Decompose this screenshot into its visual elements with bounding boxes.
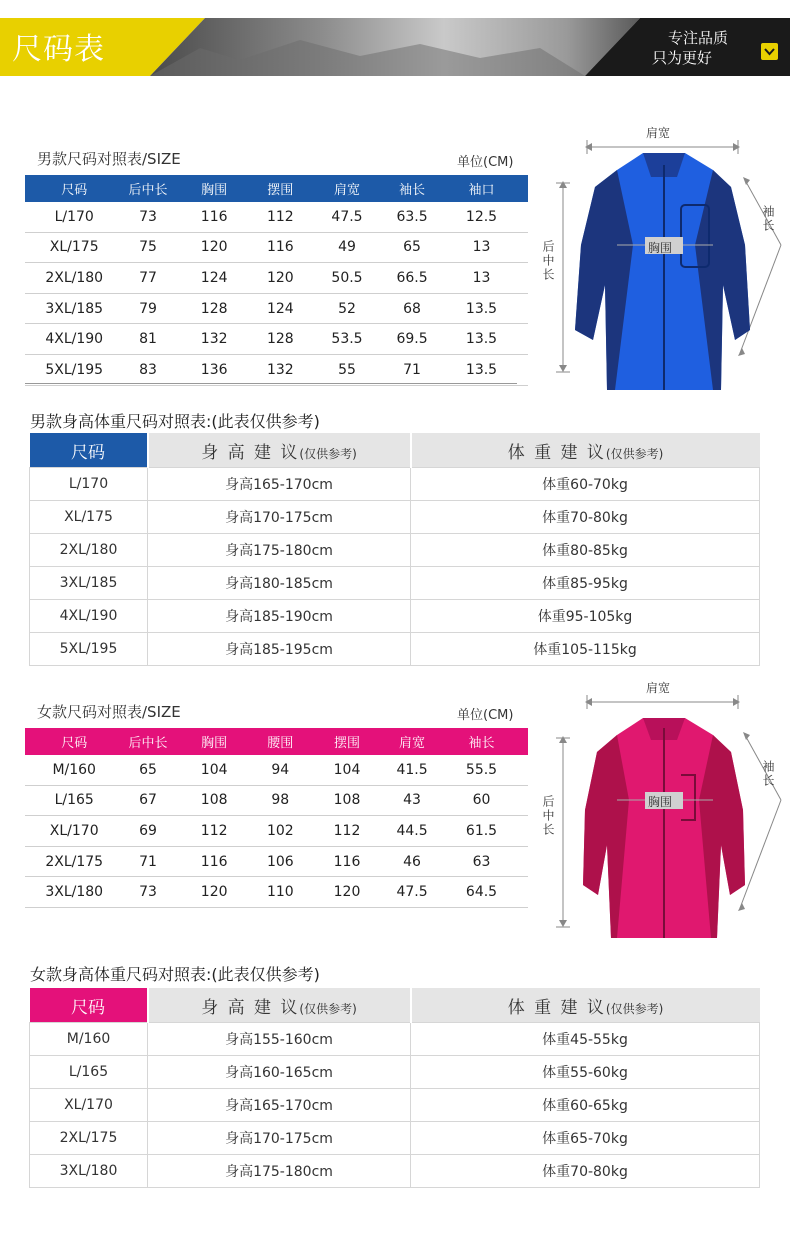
table-cell: 55.5	[435, 755, 528, 785]
column-header: 袖长	[468, 736, 495, 751]
table-cell: M/160	[25, 755, 123, 785]
table-cell: 身高185-190cm	[148, 600, 411, 633]
table-row	[25, 263, 528, 294]
table-cell: 47.5	[389, 877, 435, 908]
table-row	[25, 232, 528, 263]
table-cell: 120	[256, 263, 305, 294]
table-cell: 身高180-185cm	[148, 567, 411, 600]
table-cell: XL/170	[30, 1089, 148, 1122]
women-size-title: 女款尺码对照表/SIZE	[37, 703, 181, 721]
men-hw-table	[29, 433, 760, 666]
table-cell: 110	[256, 877, 305, 908]
table-cell: 98	[256, 785, 305, 816]
table-row	[30, 1122, 760, 1155]
table-cell: 体重60-70kg	[411, 468, 760, 501]
table-cell: 124	[256, 293, 305, 324]
table-cell: 身高175-180cm	[148, 1155, 411, 1188]
table-cell: 136	[173, 354, 256, 385]
table-cell: 120	[173, 877, 256, 908]
table-cell: 体重95-105kg	[411, 600, 760, 633]
table-row	[25, 293, 528, 324]
table-cell: 64.5	[435, 877, 528, 908]
table-cell: 132	[173, 324, 256, 355]
table-cell: 5XL/195	[30, 633, 148, 666]
table-cell: 体重65-70kg	[411, 1122, 760, 1155]
table-cell: 71	[123, 846, 172, 877]
table-cell: 73	[123, 202, 172, 232]
table-cell: 94	[256, 755, 305, 785]
table-cell: 112	[173, 816, 256, 847]
women-back-length-label: 后中长	[541, 795, 555, 837]
table-cell: 61.5	[435, 816, 528, 847]
table-cell: 41.5	[389, 755, 435, 785]
header-size: 尺码	[30, 433, 148, 468]
table-cell: 65	[389, 232, 435, 263]
table-cell: 79	[123, 293, 172, 324]
table-cell: 12.5	[435, 202, 528, 232]
table-cell: 83	[123, 354, 172, 385]
table-cell: 44.5	[389, 816, 435, 847]
table-cell: 4XL/190	[30, 600, 148, 633]
table-cell: 47.5	[305, 202, 389, 232]
table-row	[30, 534, 760, 567]
table-row	[30, 567, 760, 600]
table-cell: 128	[256, 324, 305, 355]
column-header: 后中长	[128, 736, 168, 751]
table-row	[30, 501, 760, 534]
table-cell: 63	[435, 846, 528, 877]
table-row	[25, 324, 528, 355]
women-jacket-diagram	[545, 680, 790, 940]
table-cell: XL/175	[30, 501, 148, 534]
table-cell: 49	[305, 232, 389, 263]
table-cell: 体重70-80kg	[411, 501, 760, 534]
table-cell: 4XL/190	[25, 324, 123, 355]
table-cell: L/170	[30, 468, 148, 501]
table-row	[30, 1023, 760, 1056]
table-cell: XL/170	[25, 816, 123, 847]
table-cell: 106	[256, 846, 305, 877]
table-cell: L/165	[25, 785, 123, 816]
table-cell: 身高175-180cm	[148, 534, 411, 567]
table-cell: XL/175	[25, 232, 123, 263]
table-row	[25, 755, 528, 785]
column-header: 后中长	[128, 183, 168, 198]
table-cell: 46	[389, 846, 435, 877]
table-cell: 55	[305, 354, 389, 385]
column-header: 腰围	[267, 736, 294, 751]
table-cell: 身高165-170cm	[148, 1089, 411, 1122]
table-cell: 53.5	[305, 324, 389, 355]
banner-slogan-line2: 只为更好	[652, 49, 713, 67]
table-row	[30, 633, 760, 666]
women-size-unit: 单位(CM)	[457, 708, 514, 723]
table-cell: 3XL/185	[30, 567, 148, 600]
table-cell: 13	[435, 232, 528, 263]
table-cell: 108	[173, 785, 256, 816]
table-cell: 2XL/180	[25, 263, 123, 294]
women-hw-table	[29, 988, 760, 1188]
table-header-row	[25, 175, 528, 202]
header-weight: 体 重 建 议(仅供参考)	[411, 988, 760, 1023]
men-chest-label: 胸围	[648, 241, 673, 255]
table-cell: 体重60-65kg	[411, 1089, 760, 1122]
column-header: 袖口	[468, 183, 495, 198]
table-cell: 43	[389, 785, 435, 816]
table-cell: 116	[305, 846, 389, 877]
column-header: 摆围	[267, 183, 294, 198]
table-cell: 128	[173, 293, 256, 324]
table-cell: 104	[173, 755, 256, 785]
table-cell: 13.5	[435, 324, 528, 355]
table-cell: 13	[435, 263, 528, 294]
banner-slogan-line1: 专注品质	[668, 29, 729, 47]
men-size-unit: 单位(CM)	[457, 155, 514, 170]
table-row	[30, 1056, 760, 1089]
table-cell: 69	[123, 816, 172, 847]
header-weight: 体 重 建 议(仅供参考)	[411, 433, 760, 468]
table-cell: 132	[256, 354, 305, 385]
table-cell: 体重70-80kg	[411, 1155, 760, 1188]
table-cell: 13.5	[435, 354, 528, 385]
column-header: 尺码	[61, 736, 88, 751]
table-cell: 112	[256, 202, 305, 232]
table-cell: 108	[305, 785, 389, 816]
table-cell: 身高155-160cm	[148, 1023, 411, 1056]
header-size: 尺码	[30, 988, 148, 1023]
table-row	[30, 1089, 760, 1122]
table-cell: 身高165-170cm	[148, 468, 411, 501]
table-header-row	[30, 988, 760, 1023]
table-cell: 13.5	[435, 293, 528, 324]
men-jacket-diagram	[545, 125, 790, 400]
table-row	[30, 1155, 760, 1188]
table-header-row	[30, 433, 760, 468]
table-row	[25, 816, 528, 847]
table-cell: 2XL/175	[30, 1122, 148, 1155]
table-header-row	[25, 728, 528, 755]
women-hw-title: 女款身高体重尺码对照表:(此表仅供参考)	[30, 965, 320, 984]
table-cell: 71	[389, 354, 435, 385]
table-row	[25, 785, 528, 816]
table-cell: 身高160-165cm	[148, 1056, 411, 1089]
table-cell: 3XL/185	[25, 293, 123, 324]
table-row	[30, 600, 760, 633]
men-shoulder-label: 肩宽	[646, 126, 671, 140]
table-cell: 体重105-115kg	[411, 633, 760, 666]
table-row	[25, 846, 528, 877]
table-cell: 2XL/180	[30, 534, 148, 567]
header-height: 身 高 建 议(仅供参考)	[148, 988, 411, 1023]
table-cell: 2XL/175	[25, 846, 123, 877]
table-cell: 120	[305, 877, 389, 908]
table-cell: 身高170-175cm	[148, 1122, 411, 1155]
men-size-title: 男款尺码对照表/SIZE	[37, 150, 181, 168]
table-cell: L/165	[30, 1056, 148, 1089]
column-header: 胸围	[201, 183, 228, 198]
table-cell: 5XL/195	[25, 354, 123, 385]
table-cell: 116	[173, 846, 256, 877]
divider	[25, 383, 517, 384]
table-cell: 73	[123, 877, 172, 908]
table-cell: 75	[123, 232, 172, 263]
men-size-table	[25, 175, 528, 386]
table-cell: 体重85-95kg	[411, 567, 760, 600]
table-row	[25, 354, 528, 385]
table-cell: 65	[123, 755, 172, 785]
chevron-down-icon	[761, 43, 778, 60]
table-cell: 69.5	[389, 324, 435, 355]
women-size-table	[25, 728, 528, 908]
table-cell: 67	[123, 785, 172, 816]
header-height: 身 高 建 议(仅供参考)	[148, 433, 411, 468]
table-cell: 体重80-85kg	[411, 534, 760, 567]
table-cell: 身高170-175cm	[148, 501, 411, 534]
banner-title: 尺码表	[12, 32, 105, 67]
table-cell: 81	[123, 324, 172, 355]
table-cell: 120	[173, 232, 256, 263]
table-cell: 体重45-55kg	[411, 1023, 760, 1056]
table-cell: 身高185-195cm	[148, 633, 411, 666]
table-row	[25, 877, 528, 908]
table-cell: 116	[256, 232, 305, 263]
table-cell: M/160	[30, 1023, 148, 1056]
table-cell: 50.5	[305, 263, 389, 294]
women-chest-label: 胸围	[648, 795, 673, 809]
column-header: 摆围	[333, 736, 360, 751]
column-header: 胸围	[201, 736, 228, 751]
men-sleeve-label: 袖长	[761, 205, 775, 233]
table-cell: 60	[435, 785, 528, 816]
column-header: 尺码	[61, 183, 88, 198]
table-row	[30, 468, 760, 501]
table-cell: 体重55-60kg	[411, 1056, 760, 1089]
table-cell: 68	[389, 293, 435, 324]
men-hw-title: 男款身高体重尺码对照表:(此表仅供参考)	[30, 412, 320, 431]
column-header: 肩宽	[333, 183, 360, 198]
table-cell: 124	[173, 263, 256, 294]
header-banner	[0, 18, 790, 76]
women-shoulder-label: 肩宽	[646, 681, 671, 695]
table-cell: 52	[305, 293, 389, 324]
table-cell: L/170	[25, 202, 123, 232]
table-row	[25, 202, 528, 232]
table-cell: 112	[305, 816, 389, 847]
column-header: 肩宽	[399, 736, 426, 751]
table-cell: 116	[173, 202, 256, 232]
men-back-length-label: 后中长	[541, 240, 555, 282]
table-cell: 102	[256, 816, 305, 847]
table-cell: 66.5	[389, 263, 435, 294]
women-sleeve-label: 袖长	[761, 760, 775, 788]
table-cell: 3XL/180	[30, 1155, 148, 1188]
table-cell: 104	[305, 755, 389, 785]
table-cell: 63.5	[389, 202, 435, 232]
column-header: 袖长	[399, 183, 426, 198]
table-cell: 3XL/180	[25, 877, 123, 908]
table-cell: 77	[123, 263, 172, 294]
